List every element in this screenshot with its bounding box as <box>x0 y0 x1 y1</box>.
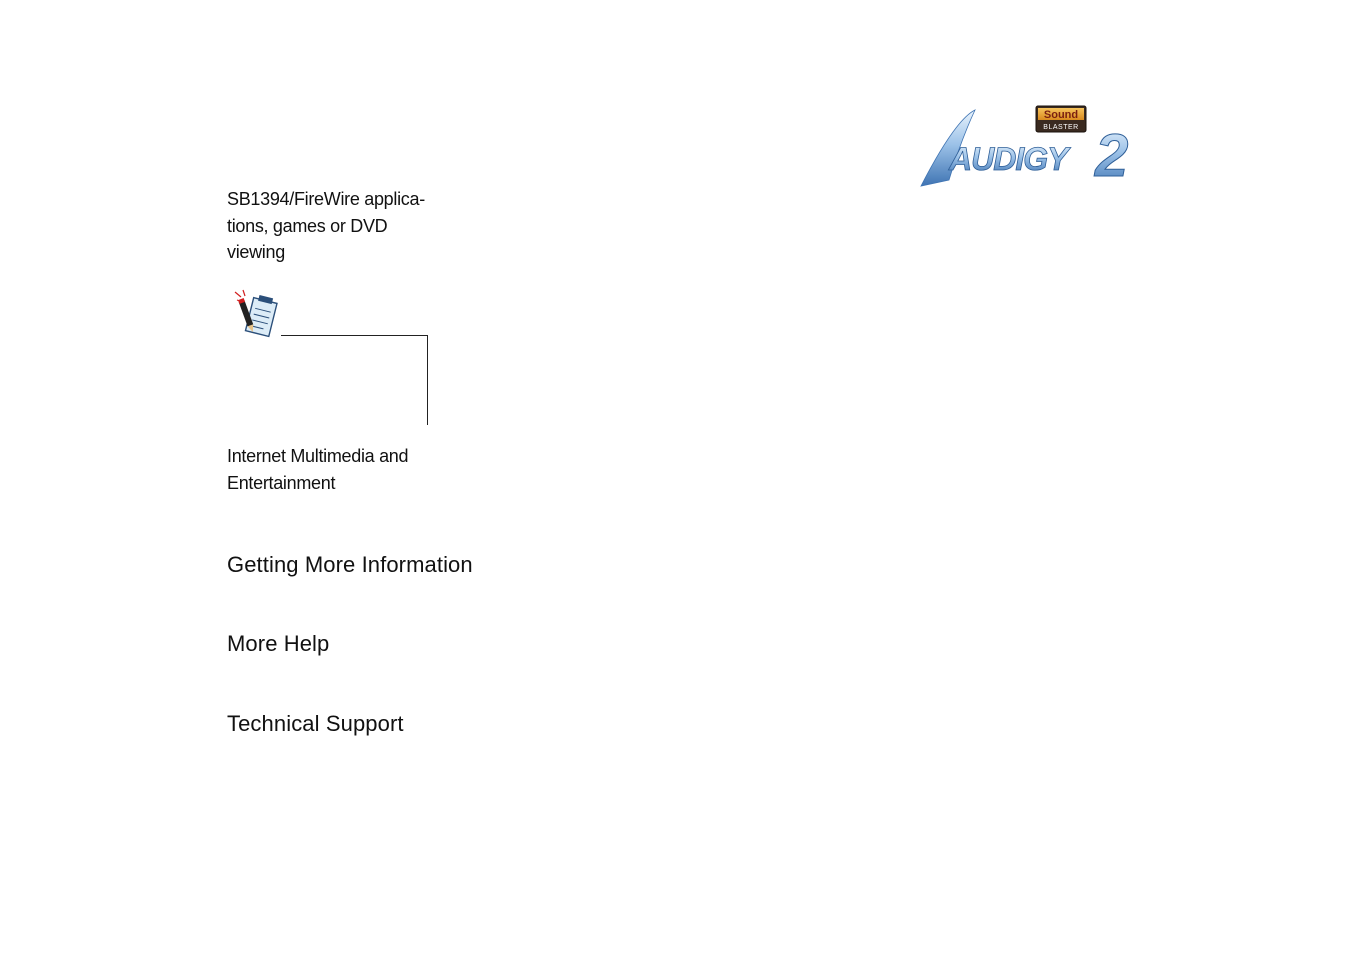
heading-getting-more-information[interactable]: Getting More Information <box>227 552 473 577</box>
note-frame <box>281 335 428 425</box>
notepad-pencil-icon <box>233 288 281 340</box>
logo-badge-top: Sound <box>1043 109 1079 121</box>
sidebar-text-internet: Internet Multimedia and Entertainment <box>227 446 409 493</box>
logo-badge-bottom: BLASTER <box>1043 124 1079 131</box>
sidebar-text-firewire: SB1394/FireWire applica-tions, games or DVD viewing <box>227 189 425 262</box>
heading-more-help[interactable]: More Help <box>227 631 330 656</box>
sound-blaster-audigy2-logo <box>915 100 1135 192</box>
logo-number: 2 <box>1095 122 1129 189</box>
heading-technical-support[interactable]: Technical Support <box>227 711 404 736</box>
logo-wordmark: AUDIGY <box>949 141 1068 177</box>
